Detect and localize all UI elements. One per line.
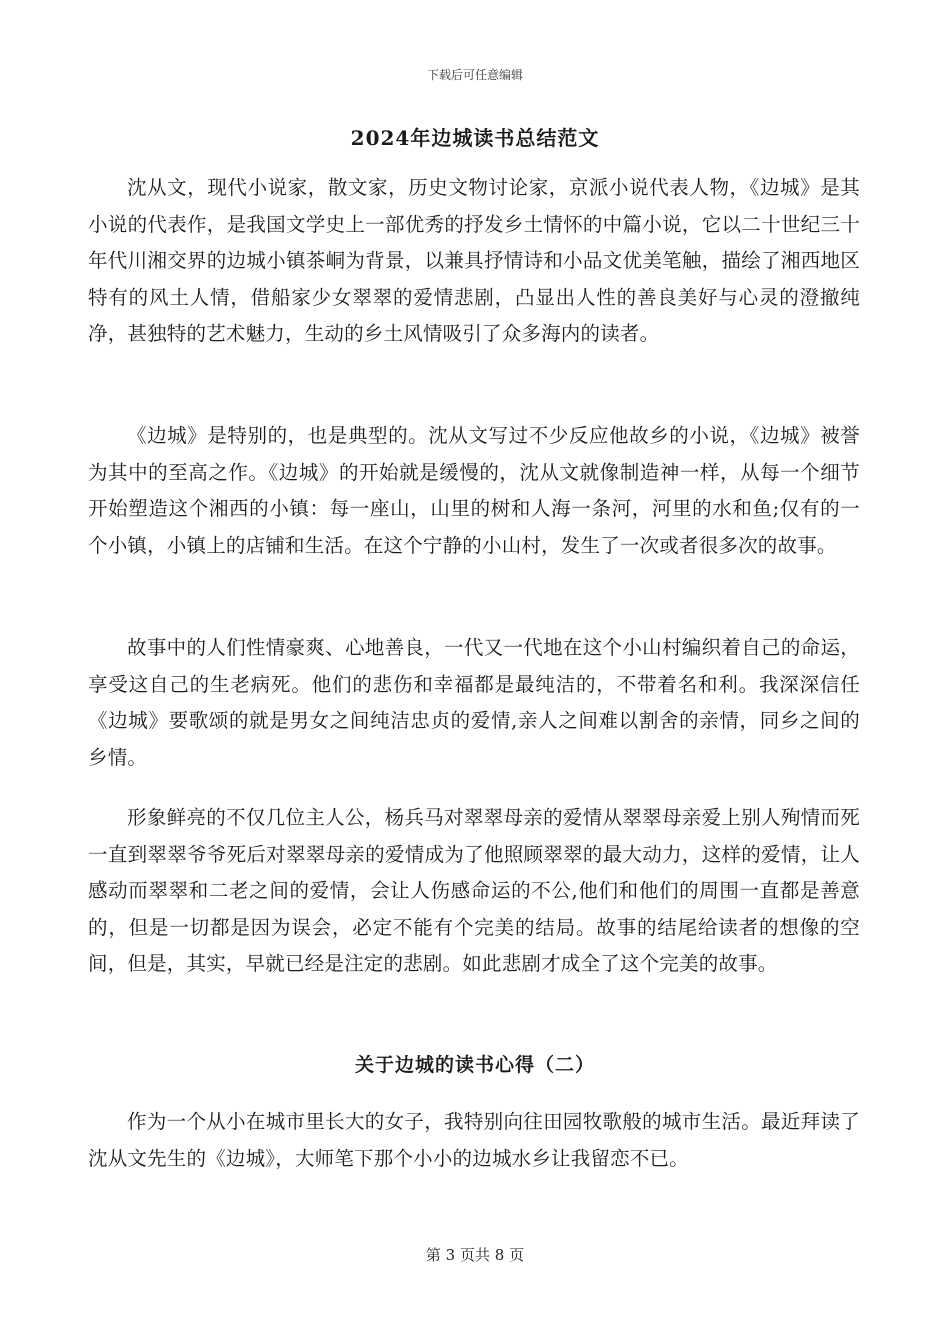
section2-paragraph-1: 作为一个从小在城市里长大的女子，我特别向往田园牧歌般的城市生活。最近拜读了沈从文先生的《边城》，大师笔下那个小小的边城水乡让我留恋不已。 [88,1110,860,1170]
page-number-footer: 第 3 页共 8 页 [425,1246,525,1264]
paragraph-1: 沈从文，现代小说家，散文家，历史文物讨论家，京派小说代表人物，《边城》是其小说的代表作，是我国文学史上一部优秀的抒发乡土情怀的中篇小说，它以二十世纪三十年代川湘交界的边城小镇茶峒为背景，以兼具抒情诗和小品文优美笔触，描绘了湘西地区特有的风土人情，借船家少女翠翠的爱情悲剧，凸显出人性的善良美好与心灵的澄撤纯净，甚独特的艺术魅力，生动的乡土风情吸引了众多海内的读者。 [88,176,860,345]
paragraph-4: 形象鲜亮的不仅几位主人公，杨兵马对翠翠母亲的爱情从翠翠母亲爱上别人殉情而死一直到翠翠爷爷死后对翠翠母亲的爱情成为了他照顾翠翠的最大动力，这样的爱情，让人感动而翠翠和二老之间的爱情，会让人伤感命运的不公,他们和他们的周围一直都是善意的，但是一切都是因为误会，必定不能有个完美的结局。故事的结尾给读者的想像的空间，但是，其实，早就已经是注定的悲剧。如此悲剧才成全了这个完美的故事。 [88,806,860,975]
section-title: 关于边城的读书心得（二） [354,1054,595,1076]
page-header-note: 下载后可任意编辑 [426,68,523,82]
paragraph-3: 故事中的人们性情豪爽、心地善良，一代又一代地在这个小山村编织着自己的命运，享受这自己的生老病死。他们的悲伤和幸福都是最纯洁的，不带着名和利。我深深信任《边城》要歌颂的就是男女之间纯洁忠贞的爱情,亲人之间难以割舍的亲情，同乡之间的乡情。 [88,636,860,769]
paragraph-2: 《边城》是特别的，也是典型的。沈从文写过不少反应他故乡的小说，《边城》被誉为其中的至高之作。《边城》的开始就是缓慢的，沈从文就像制造神一样，从每一个细节开始塑造这个湘西的小镇：每一座山，山里的树和人海一条河，河里的水和鱼;仅有的一个小镇，小镇上的店铺和生活。在这个宁静的小山村，发生了一次或者很多次的故事。 [88,424,860,557]
document-title: 2024年边城读书总结范文 [350,126,600,150]
